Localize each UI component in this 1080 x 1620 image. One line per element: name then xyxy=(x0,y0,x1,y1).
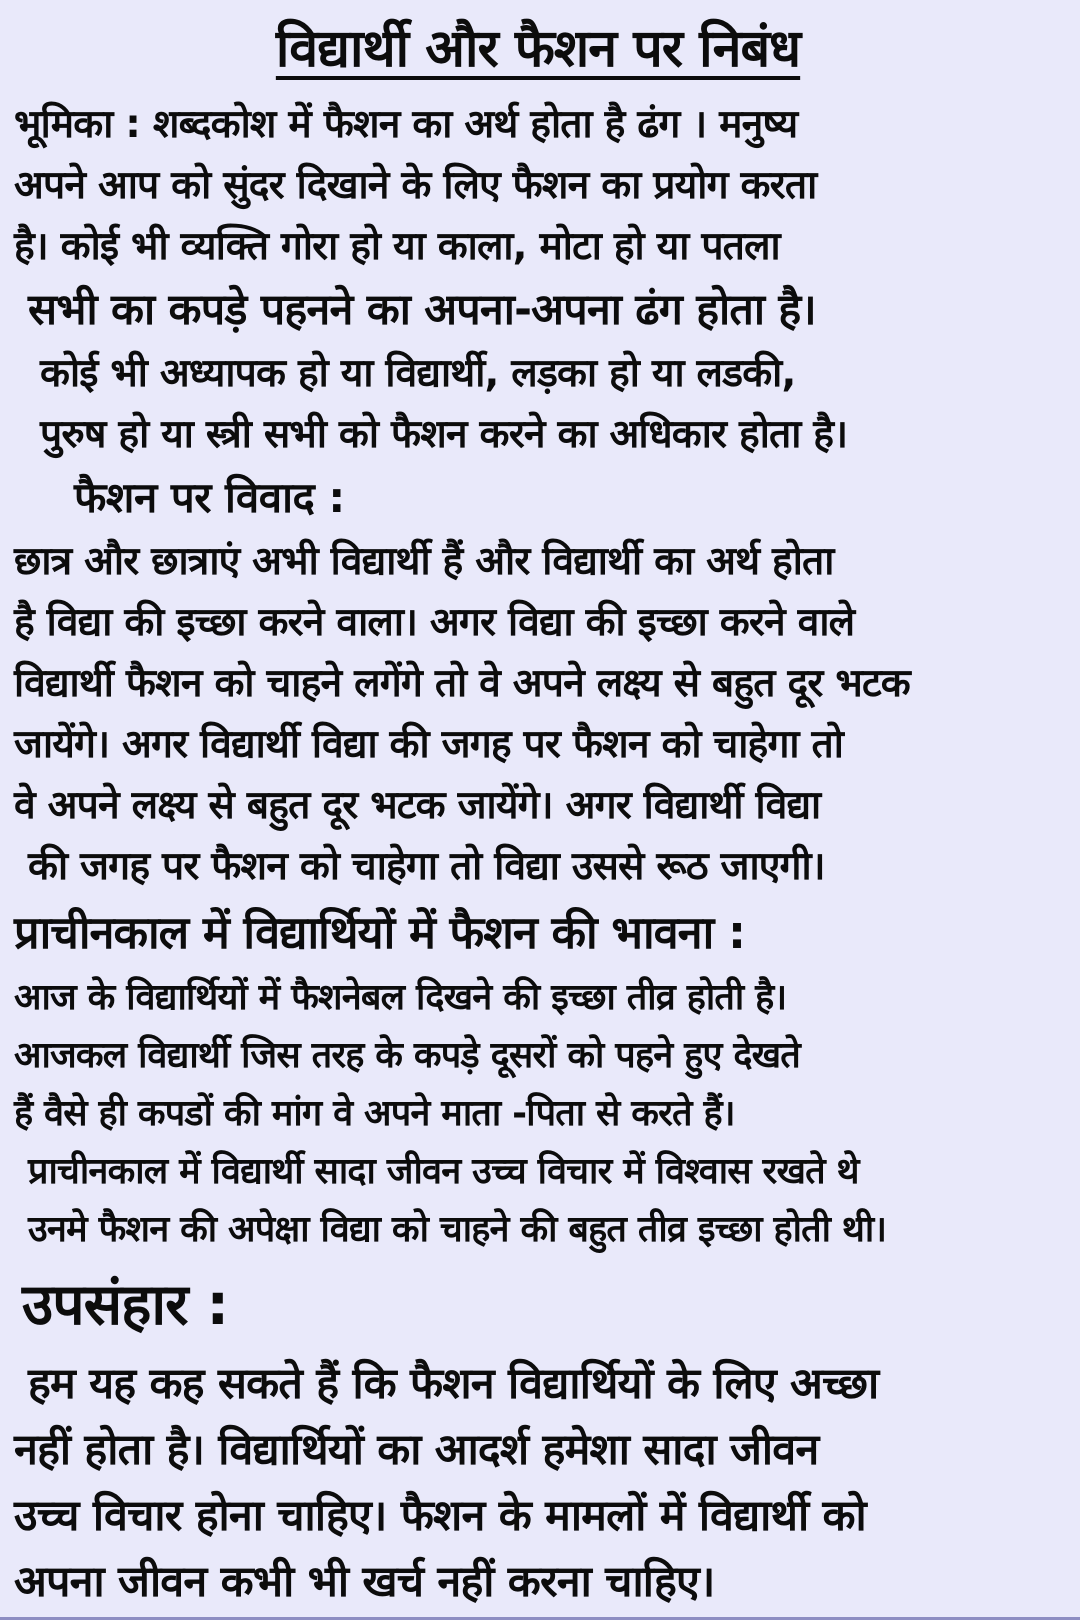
essay-line: भूमिका : शब्दकोश में फैशन का अर्थ होता है ढंग । मनुष्य xyxy=(14,102,798,147)
essay-line: हैं वैसे ही कपडों की मांग वे अपने माता -पिता से करते हैं। xyxy=(14,1093,735,1134)
essay-line: जायेंगे। अगर विद्यार्थी विद्या की जगह पर फैशन को चाहेगा तो xyxy=(14,722,844,767)
essay-line: की जगह पर फैशन को चाहेगा तो विद्या उससे रूठ जाएगी। xyxy=(28,844,825,889)
essay-line: विद्यार्थी फैशन को चाहने लगेंगे तो वे अपने लक्ष्य से बहुत दूर भटक xyxy=(14,661,910,706)
essay-line: पुरुष हो या स्त्री सभी को फैशन करने का अधिकार होता है। xyxy=(40,412,848,457)
essay-line: उनमे फैशन की अपेक्षा विद्या को चाहने की बहुत तीव्र इच्छा होती थी। xyxy=(28,1209,887,1250)
essay-line: सभी का कपड़े पहनने का अपना-अपना ढंग होता है। xyxy=(28,285,816,335)
essay-line: हम यह कह सकते हैं कि फैशन विद्यार्थियों के लिए अच्छा xyxy=(28,1359,879,1409)
essay-line: प्राचीनकाल में विद्यार्थी सादा जीवन उच्च विचार में विश्वास रखते थे xyxy=(28,1151,859,1192)
section-heading-ancient-times: प्राचीनकाल में विद्यार्थियों में फैशन की भावना : xyxy=(14,906,745,959)
essay-line: अपना जीवन कभी भी खर्च नहीं करना चाहिए। xyxy=(14,1557,715,1607)
essay-line: छात्र और छात्राएं अभी विद्यार्थी हैं और विद्यार्थी का अर्थ होता xyxy=(14,539,834,584)
essay-title-text: विद्यार्थी और फैशन पर निबंध xyxy=(275,19,801,79)
essay-line: नहीं होता है। विद्यार्थियों का आदर्श हमेशा सादा जीवन xyxy=(14,1425,819,1475)
essay-line: है विद्या की इच्छा करने वाला। अगर विद्या की इच्छा करने वाले xyxy=(14,600,855,645)
essay-line: वे अपने लक्ष्य से बहुत दूर भटक जायेंगे। अगर विद्यार्थी विद्या xyxy=(14,783,821,828)
section-heading-conclusion: उपसंहार : xyxy=(22,1272,229,1338)
essay-line: उच्च विचार होना चाहिए। फैशन के मामलों में विद्यार्थी को xyxy=(14,1491,866,1541)
essay-line: है। कोई भी व्यक्ति गोरा हो या काला, मोटा हो या पतला xyxy=(14,224,780,269)
essay-line: आज के विद्यार्थियों में फैशनेबल दिखने की इच्छा तीव्र होती है। xyxy=(14,977,787,1018)
essay-line: कोई भी अध्यापक हो या विद्यार्थी, लड़का हो या लडकी, xyxy=(40,351,796,396)
essay-title xyxy=(14,10,1062,88)
section-heading-fashion-dispute: फैशन पर विवाद : xyxy=(74,473,345,522)
essay-line: आजकल विद्यार्थी जिस तरह के कपड़े दूसरों को पहने हुए देखते xyxy=(14,1035,801,1076)
essay-line: अपने आप को सुंदर दिखाने के लिए फैशन का प्रयोग करता xyxy=(14,163,817,208)
